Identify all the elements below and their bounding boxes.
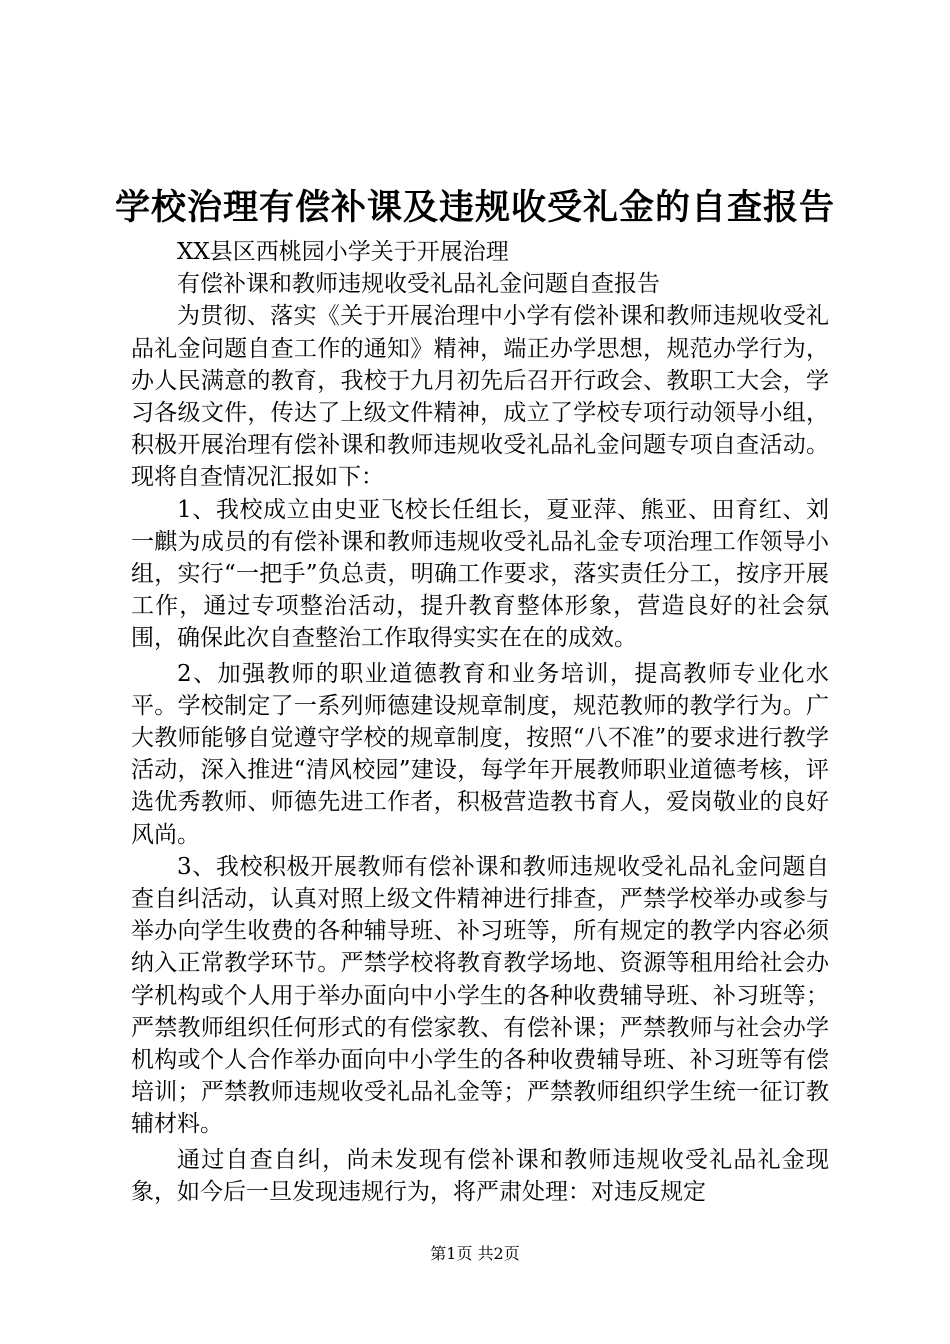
paragraph-item-3: 3、我校积极开展教师有偿补课和教师违规收受礼品礼金问题自查自纠活动，认真对照上级文件精神进行排查，严禁学校举办或参与举办向学生收费的各种辅导班、补习班等，所有规定的教学内容必须纳入正常教学环节。严禁学校将教育教学场地、资源等租用给社会办学机构或个人用于举办面向中小学生的各种收费辅导班、补习班等；严禁教师组织任何形式的有偿家教、有偿补课；严禁教师与社会办学机构或个人合作举办面向中小学生的各种收费辅导班、补习班等有偿培训；严禁教师违规收受礼品礼金等；严禁教师组织学生统一征订教辅材料。: [131, 853, 829, 1138]
document-title: 学校治理有偿补课及违规收受礼金的自查报告: [114, 187, 835, 228]
paragraph-item-1: 1、我校成立由史亚飞校长任组长，夏亚萍、熊亚、田育红、刘一麒为成员的有偿补课和教师违规收受礼品礼金专项治理工作领导小组，实行“一把手”负总责，明确工作要求，落实责任分工，按序开展工作，通过专项整治活动，提升教育整体形象，营造良好的社会氛围，确保此次自查整治工作取得实实在在的成效。: [131, 496, 829, 652]
paragraph-intro: 为贯彻、落实《关于开展治理中小学有偿补课和教师违规收受礼品礼金问题自查工作的通知》精神，端正办学思想，规范办学行为，办人民满意的教育，我校于九月初先后召开行政会、教职工大会，学习各级文件，传达了上级文件精神，成立了学校专项行动领导小组，积极开展治理有偿补课和教师违规收受礼品礼金问题专项自查活动。现将自查情况汇报如下：: [131, 303, 829, 491]
subtitle-line-2: 有偿补课和教师违规收受礼品礼金问题自查报告: [177, 271, 660, 298]
paragraph-item-2: 2、加强教师的职业道德教育和业务培训，提高教师专业化水平。学校制定了一系列师德建设规章制度，规范教师的教学行为。广大教师能够自觉遵守学校的规章制度，按照“八不准”的要求进行教学活动，深入推进“清风校园”建设，每学年开展教师职业道德考核，评选优秀教师、师德先进工作者，积极营造教书育人，爱岗敬业的良好风尚。: [131, 660, 829, 848]
subtitle-line-1: XX县区西桃园小学关于开展治理: [177, 239, 509, 265]
paragraph-conclusion: 通过自查自纠，尚未发现有偿补课和教师违规收受礼品礼金现象，如今后一旦发现违规行为，将严肃处理：对违反规定: [131, 1146, 829, 1205]
document-body: [131, 236, 829, 1208]
page-number-footer: 第1页 共2页: [430, 1244, 520, 1263]
